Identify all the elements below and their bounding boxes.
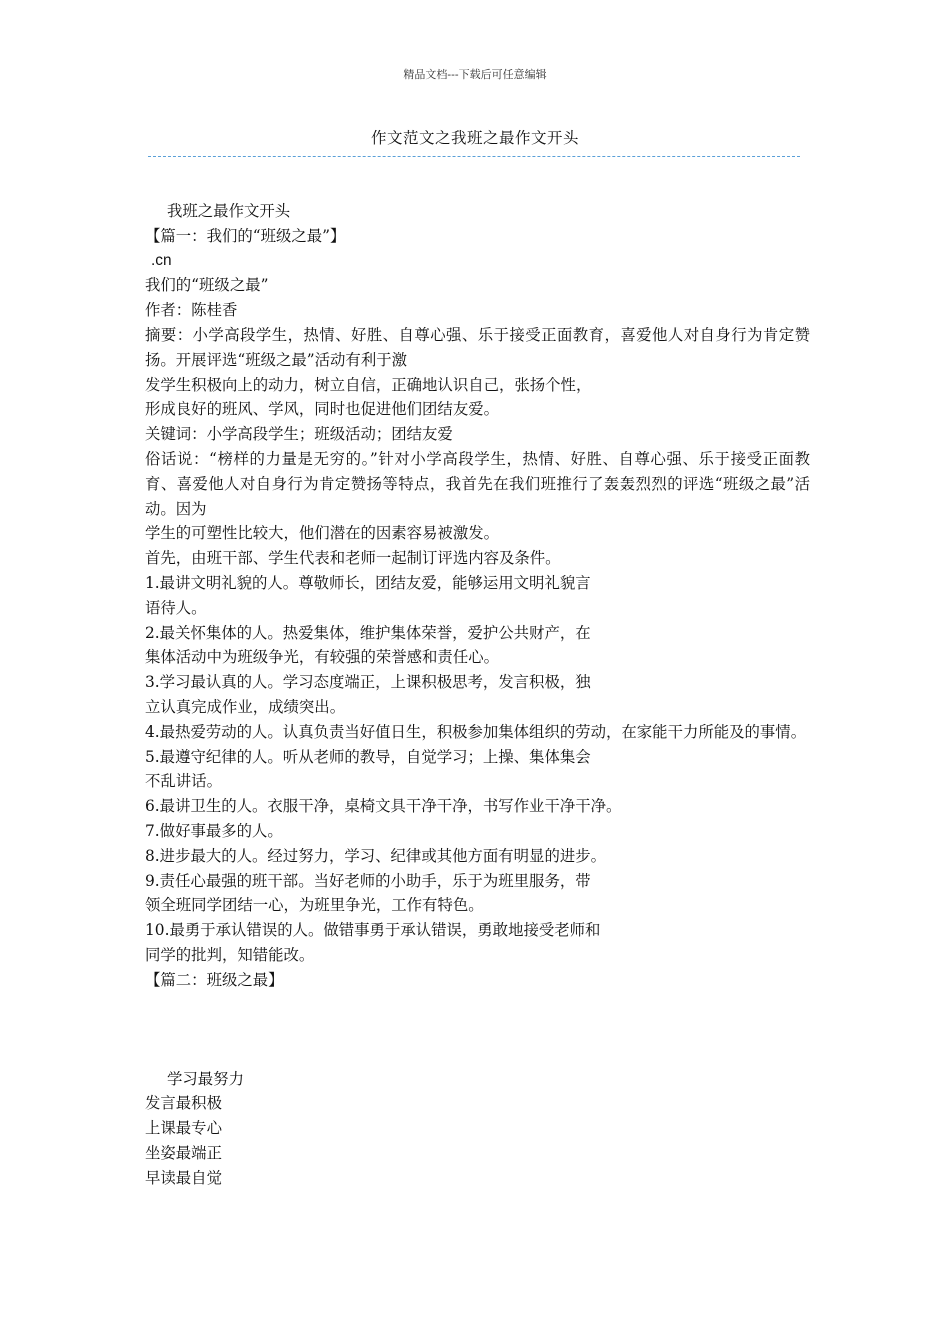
author-line: 作者：陈桂香 xyxy=(145,301,238,320)
intro-line-2: 学生的可塑性比较大，他们潜在的因素容易被激发。 xyxy=(145,524,499,543)
list-item-9a: 9.责任心最强的班干部。当好老师的小助手，乐于为班里服务，带 xyxy=(145,871,591,890)
title-divider xyxy=(148,156,800,157)
list-item-9b: 领全班同学团结一心，为班里争光，工作有特色。 xyxy=(145,896,484,915)
abstract-paragraph: 摘要：小学高段学生，热情、好胜、自尊心强、乐于接受正面教育，喜爱他人对自身行为肯定赞扬。开展评选“班级之最”活动有利于激 xyxy=(145,325,810,369)
essay-heading: 我班之最作文开头 xyxy=(167,202,291,220)
list-item-5b: 不乱讲话。 xyxy=(145,772,222,791)
page-header-note: 精品文档---下载后可任意编辑 xyxy=(403,68,547,81)
category-item-1: 学习最努力 xyxy=(167,1069,244,1088)
article-title: 我们的“班级之最” xyxy=(145,276,269,295)
category-item-5: 早读最自觉 xyxy=(145,1168,222,1187)
keywords-line: 关键词：小学高段学生；班级活动；团结友爱 xyxy=(145,425,453,444)
list-item-8: 8.进步最大的人。经过努力，学习、纪律或其他方面有明显的进步。 xyxy=(145,846,607,865)
category-item-4: 坐姿最端正 xyxy=(145,1143,222,1162)
abstract-line-2: 发学生积极向上的动力，树立自信，正确地认识自己，张扬个性， xyxy=(145,375,592,394)
blank-gap xyxy=(145,993,810,1067)
site-text: .cn xyxy=(151,251,172,269)
document-title: 作文范文之我班之最作文开头 xyxy=(370,129,579,147)
list-item-7: 7.做好事最多的人。 xyxy=(145,821,283,840)
list-item-5a: 5.最遵守纪律的人。听从老师的教导，自觉学习；上操、集体集会 xyxy=(145,747,591,766)
list-item-6: 6.最讲卫生的人。衣服干净，桌椅文具干净干净，书写作业干净干净。 xyxy=(145,797,622,816)
abstract-line-3: 形成良好的班风、学风，同时也促进他们团结友爱。 xyxy=(145,400,499,419)
part-two-label: 【篇二：班级之最】 xyxy=(145,970,284,989)
list-item-10a: 10.最勇于承认错误的人。做错事勇于承认错误，勇敢地接受老师和 xyxy=(145,921,601,940)
list-item-2a: 2.最关怀集体的人。热爱集体，维护集体荣誉，爱护公共财产，在 xyxy=(145,623,591,642)
list-item-4: 4.最热爱劳动的人。认真负责当好值日生，积极参加集体组织的劳动，在家能干力所能及的事情。 xyxy=(145,722,807,741)
list-item-3b: 立认真完成作业，成绩突出。 xyxy=(145,697,346,716)
document-body xyxy=(145,199,810,1190)
category-item-3: 上课最专心 xyxy=(145,1119,222,1138)
list-item-3a: 3.学习最认真的人。学习态度端正，上课积极思考，发言积极，独 xyxy=(145,673,591,692)
first-paragraph: 首先，由班干部、学生代表和老师一起制订评选内容及条件。 xyxy=(145,549,561,568)
list-item-1b: 语待人。 xyxy=(145,598,207,617)
part-one-label: 【篇一：我们的“班级之最”】 xyxy=(145,226,346,245)
category-item-2: 发言最积极 xyxy=(145,1094,222,1113)
intro-paragraph: 俗话说：“榜样的力量是无穷的。”针对小学高段学生，热情、好胜、自尊心强、乐于接受正面教育、喜爱他人对自身行为肯定赞扬等特点，我首先在我们班推行了轰轰烈烈的评选“班级之最”活动。因为 xyxy=(145,449,810,518)
list-item-1a: 1.最讲文明礼貌的人。尊敬师长，团结友爱，能够运用文明礼貌言 xyxy=(145,573,591,592)
list-item-10b: 同学的批判，知错能改。 xyxy=(145,945,315,964)
list-item-2b: 集体活动中为班级争光，有较强的荣誉感和责任心。 xyxy=(145,648,499,667)
